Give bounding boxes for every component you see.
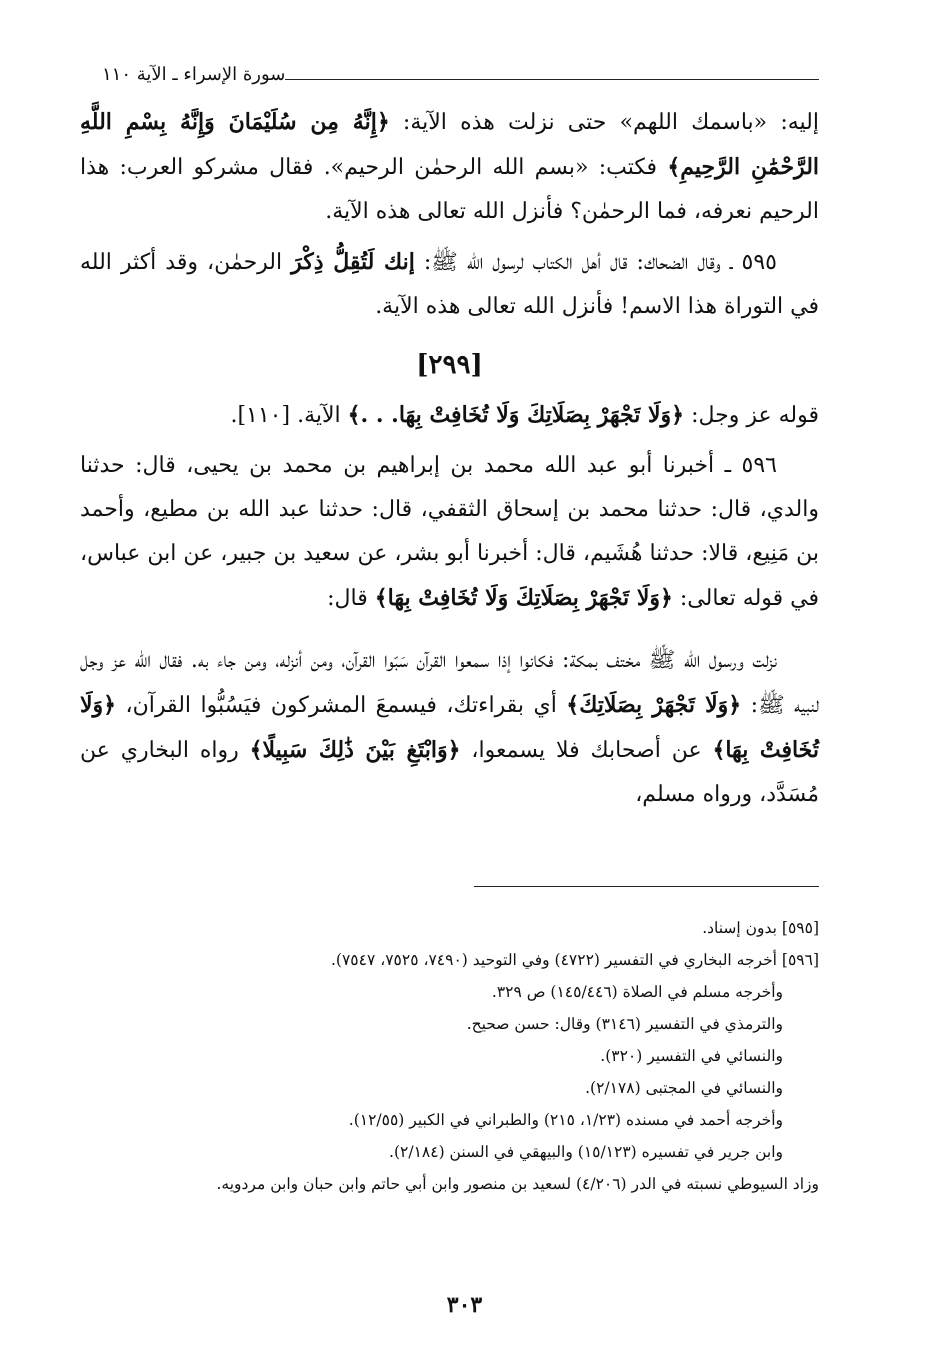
page-number: ٣٠٣ bbox=[446, 1292, 483, 1318]
paragraph-verse-intro bbox=[80, 393, 819, 438]
quran-verse: ﴿وَلَا تَجْهَرْ بِصَلَاتِكَ وَلَا تُخَافِتْ بِهَا. . .﴾ bbox=[347, 402, 685, 428]
paragraph-596 bbox=[80, 444, 819, 621]
footnote-rule bbox=[474, 886, 819, 887]
verse-intro-text-a: قوله عز وجل: bbox=[684, 403, 819, 428]
section-number: [٢٩٩] bbox=[416, 350, 483, 380]
quran-verse: ﴿وَابْتَغِ بَيْنَ ذَٰلِكَ سَبِيلًا﴾ bbox=[249, 737, 461, 763]
quran-verse: ﴿وَلَا تُخَافِتْ بِهَا﴾ bbox=[80, 692, 819, 763]
narration-text-d: رواه البخاري عن مُسَدَّد، ورواه مسلم، bbox=[80, 738, 819, 807]
narration-text-c: عن أصحابك فلا يسمعوا، bbox=[460, 738, 713, 763]
header-title: سورة الإسراء ـ الآية ١١٠ bbox=[102, 63, 286, 85]
footnote-line: وزاد السيوطي نسبته في الدر (٤/٢٠٦) لسعيد بن منصور وابن أبي حاتم وابن حبان وابن مردويه. bbox=[216, 1175, 819, 1193]
narration-text-a: نزلت ورسول الله ﷺ مختف بمكة: فكانوا إذا سمعوا القرآن سَبّوا القرآن، ومن أنزله، ومن جاء به. فقال الله عز وجل لنبيه ﷺ: bbox=[80, 648, 819, 718]
paragraph-1-text-a: إليه: «باسمك اللهم» حتى نزلت هذه الآية: bbox=[389, 110, 819, 135]
paragraph-595 bbox=[80, 240, 819, 329]
paragraph-595-text-b: الرحمٰن، وقد أكثر الله في التوراة هذا الاسم! فأنزل الله تعالى هذه الآية. bbox=[80, 250, 819, 319]
footnotes bbox=[90, 912, 819, 1200]
paragraph-1 bbox=[80, 100, 819, 234]
footnote-line: وأخرجه أحمد في مسنده (١/٢٣، ٢١٥) والطبراني في الكبير (١٢/٥٥). bbox=[348, 1111, 783, 1129]
paragraph-596-text-a: ٥٩٦ ـ أخبرنا أبو عبد الله محمد بن إبراهيم بن محمد بن يحيى، قال: حدثنا والدي، قال: حدثنا محمد بن إسحاق الثقفي، قال: حدثنا عبد الله بن مطيع، وأحمد بن مَنِيع، قالا: حدثنا هُشَيم، قال: أخبرنا أبو بشر، عن سعيد بن جبير، عن ابن عباس، في قوله تعالى: bbox=[80, 453, 819, 611]
paragraph-595-text-a: ٥٩٥ ـ وقال الضحاك: قال أهل الكتاب لرسول الله ﷺ: bbox=[414, 250, 777, 275]
footnote-line: وابن جرير في تفسيره (١٥/١٢٣) والبيهقي في السنن (٢/١٨٤). bbox=[389, 1143, 783, 1161]
verse-intro-text-b: الآية. [١١٠]. bbox=[230, 403, 348, 428]
narration-text-b: أي بقراءتك، فيسمعَ المشركون فيَسُبُّوا القرآن، bbox=[116, 693, 567, 718]
paragraph-1-text-b: فكتب: «بسم الله الرحمٰن الرحيم». فقال مشركو العرب: هذا الرحيم نعرفه، فما الرحمٰن؟ فأنزل الله تعالى هذه الآية. bbox=[80, 155, 819, 224]
paragraph-gap bbox=[80, 627, 819, 639]
header-rule bbox=[285, 79, 819, 80]
paragraph-596-text-b: قال: bbox=[327, 586, 375, 611]
footnote-line: وأخرجه مسلم في الصلاة (١٤٥/٤٤٦) ص ٣٢٩. bbox=[491, 983, 783, 1001]
footnote-line: والنسائي في المجتبى (٢/١٧٨). bbox=[585, 1079, 783, 1097]
quran-verse: ﴿وَلَا تَجْهَرْ بِصَلَاتِكَ وَلَا تُخَافِتْ بِهَا﴾ bbox=[374, 585, 673, 611]
main-text bbox=[80, 100, 819, 823]
paragraph-narration bbox=[80, 639, 819, 817]
quran-verse: ﴿إِنَّهُ مِن سُلَيْمَانَ وَإِنَّهُ بِسْمِ اللَّهِ الرَّحْمَٰنِ الرَّحِيمِ﴾ bbox=[80, 109, 820, 180]
running-header bbox=[90, 62, 819, 86]
footnote-line: [٥٩٦] أخرجه البخاري في التفسير (٤٧٢٢) وفي التوحيد (٧٤٩٠، ٧٥٢٥، ٧٥٤٧). bbox=[330, 951, 819, 969]
footnote-line: والنسائي في التفسير (٣٢٠). bbox=[600, 1047, 783, 1065]
footnote-line: والترمذي في التفسير (٣١٤٦) وقال: حسن صحيح. bbox=[466, 1015, 783, 1033]
quoted-phrase: إنك لَتُقِلُّ ذِكْرَ bbox=[291, 249, 415, 275]
footnote-line: [٥٩٥] بدون إسناد. bbox=[702, 919, 819, 937]
quran-verse: ﴿وَلَا تَجْهَرْ بِصَلَاتِكَ﴾ bbox=[566, 692, 742, 718]
